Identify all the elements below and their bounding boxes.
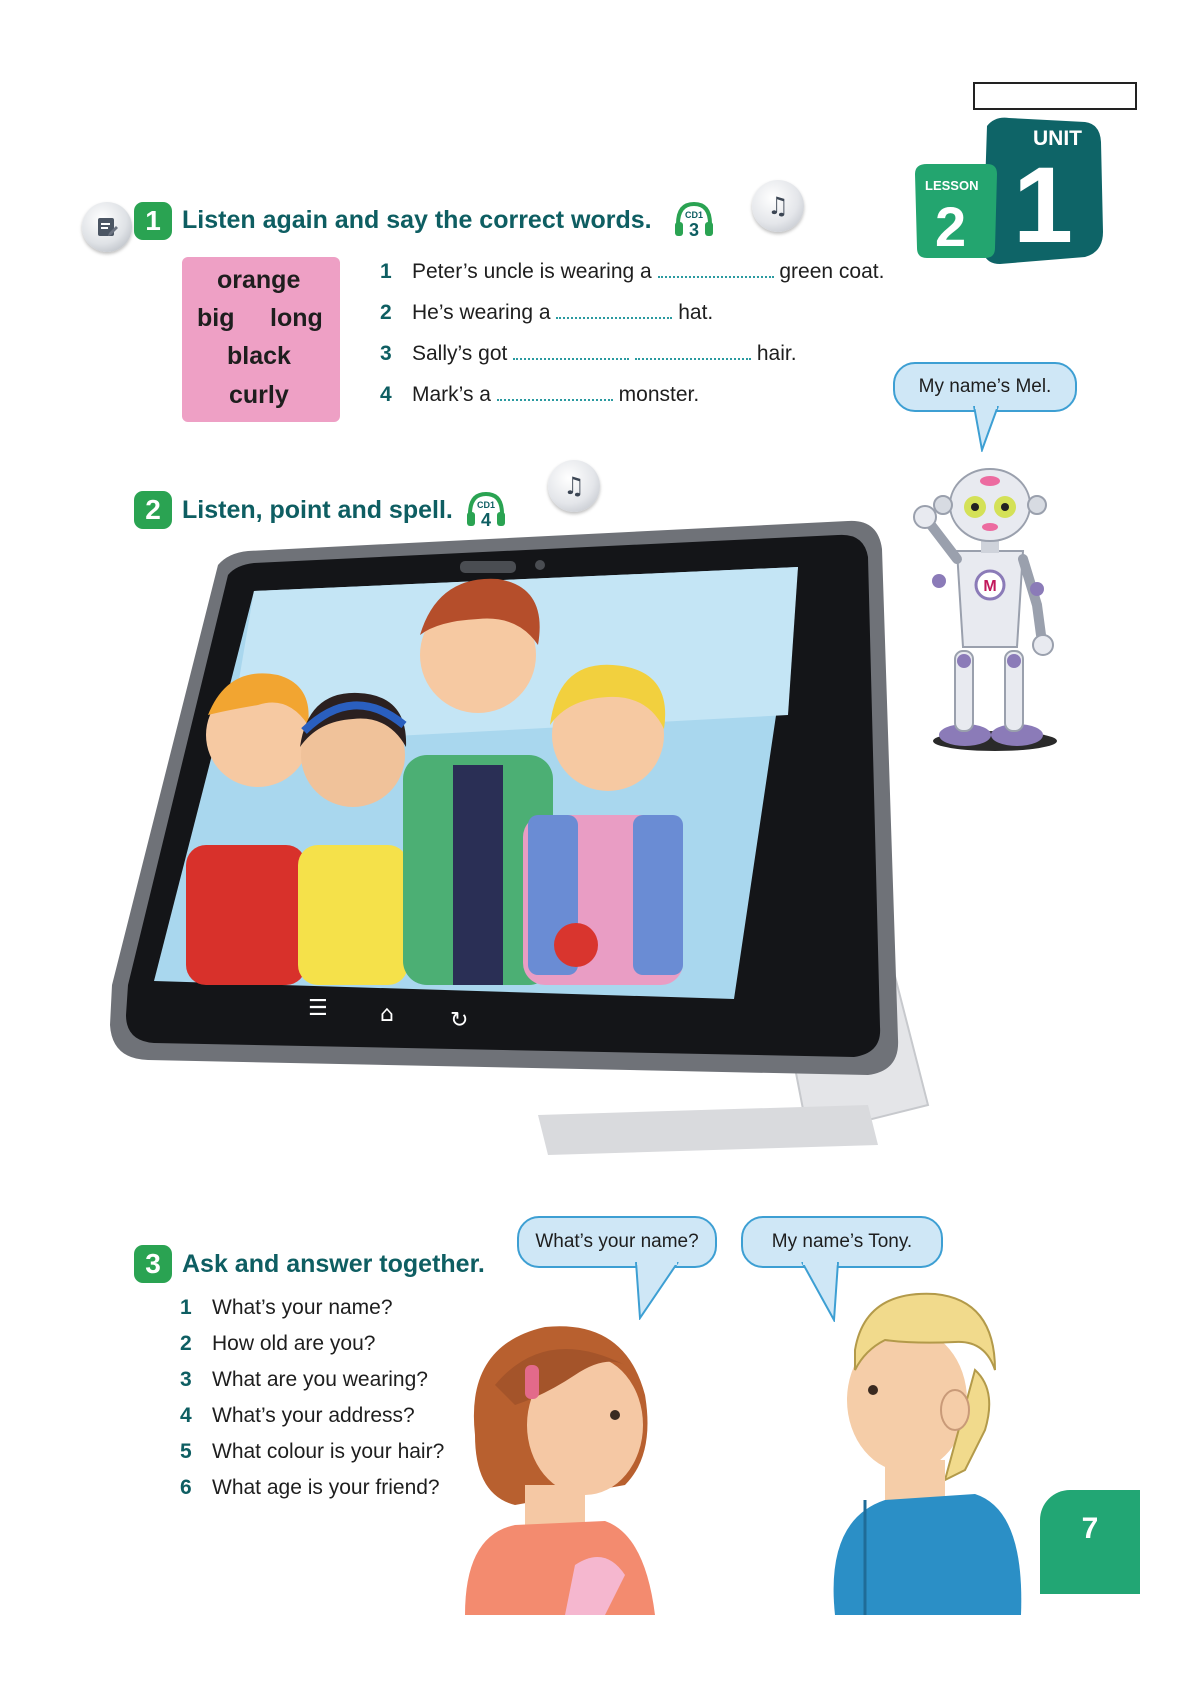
word-orange: orange — [217, 266, 301, 294]
svg-text:4: 4 — [480, 510, 492, 530]
boy-speech-bubble: My name’s Tony. — [741, 1216, 943, 1268]
svg-text:CD1: CD1 — [476, 500, 496, 510]
unit-label: UNIT — [1033, 127, 1082, 150]
word-big: big — [197, 304, 235, 332]
word-curly: curly — [229, 381, 289, 409]
answer-blank[interactable] — [513, 340, 629, 360]
music-note-icon[interactable]: ♫ — [752, 180, 804, 232]
exercise3-number: 3 — [134, 1245, 172, 1283]
sentence-4: 4 Mark’s a monster. — [380, 383, 700, 406]
girl-bubble-tail — [632, 1262, 682, 1320]
unit-lesson-badge — [905, 112, 1105, 272]
svg-text:⌂: ⌂ — [380, 1002, 394, 1027]
question-4: 4 What’s your address? — [180, 1404, 415, 1427]
exercise1-number: 1 — [134, 202, 172, 240]
exercise1-title: Listen again and say the correct words. — [182, 206, 652, 234]
pencil-note-icon — [95, 215, 119, 239]
workbook-icon[interactable] — [82, 202, 132, 252]
word-long: long — [270, 304, 323, 332]
answer-blank[interactable] — [658, 258, 774, 278]
answer-blank[interactable] — [497, 381, 613, 401]
question-5: 5 What colour is your hair? — [180, 1440, 445, 1463]
svg-text:3: 3 — [688, 220, 700, 240]
name-box — [973, 82, 1137, 110]
tablet-illustration — [108, 515, 938, 1170]
girl-speech-bubble: What’s your name? — [517, 1216, 717, 1268]
robot-speech-bubble: My name’s Mel. — [893, 362, 1077, 412]
question-2: 2 How old are you? — [180, 1332, 376, 1355]
exercise2-title: Listen, point and spell. — [182, 496, 453, 524]
page-number-tab — [1040, 1490, 1140, 1594]
sentence-1: 1 Peter’s uncle is wearing a green coat. — [380, 260, 885, 283]
word-black: black — [227, 342, 291, 370]
headphones-cd-icon[interactable] — [672, 198, 716, 242]
sentence-2: 2 He’s wearing a hat. — [380, 301, 714, 324]
unit-number: 1 — [1013, 144, 1074, 265]
answer-blank[interactable] — [635, 340, 751, 360]
svg-text:CD1: CD1 — [684, 210, 704, 220]
page-number: 7 — [1081, 1512, 1099, 1545]
answer-blank[interactable] — [556, 299, 672, 319]
lesson-label: LESSON — [925, 178, 979, 193]
boy-illustration — [825, 1280, 1025, 1615]
exercise2-number: 2 — [134, 491, 172, 529]
sentence-3: 3 Sally’s got hair. — [380, 342, 797, 365]
question-3: 3 What are you wearing? — [180, 1368, 428, 1391]
svg-text:☰: ☰ — [308, 996, 328, 1021]
svg-text:↻: ↻ — [450, 1008, 469, 1033]
question-6: 6 What age is your friend? — [180, 1476, 440, 1499]
robot-bubble-tail — [972, 406, 1002, 452]
music-note-icon[interactable]: ♫ — [548, 460, 600, 512]
girl-illustration — [455, 1315, 665, 1615]
exercise3-title: Ask and answer together. — [182, 1250, 485, 1278]
question-1: 1 What’s your name? — [180, 1296, 393, 1319]
lesson-number: 2 — [935, 195, 967, 258]
svg-text:M: M — [983, 578, 997, 595]
